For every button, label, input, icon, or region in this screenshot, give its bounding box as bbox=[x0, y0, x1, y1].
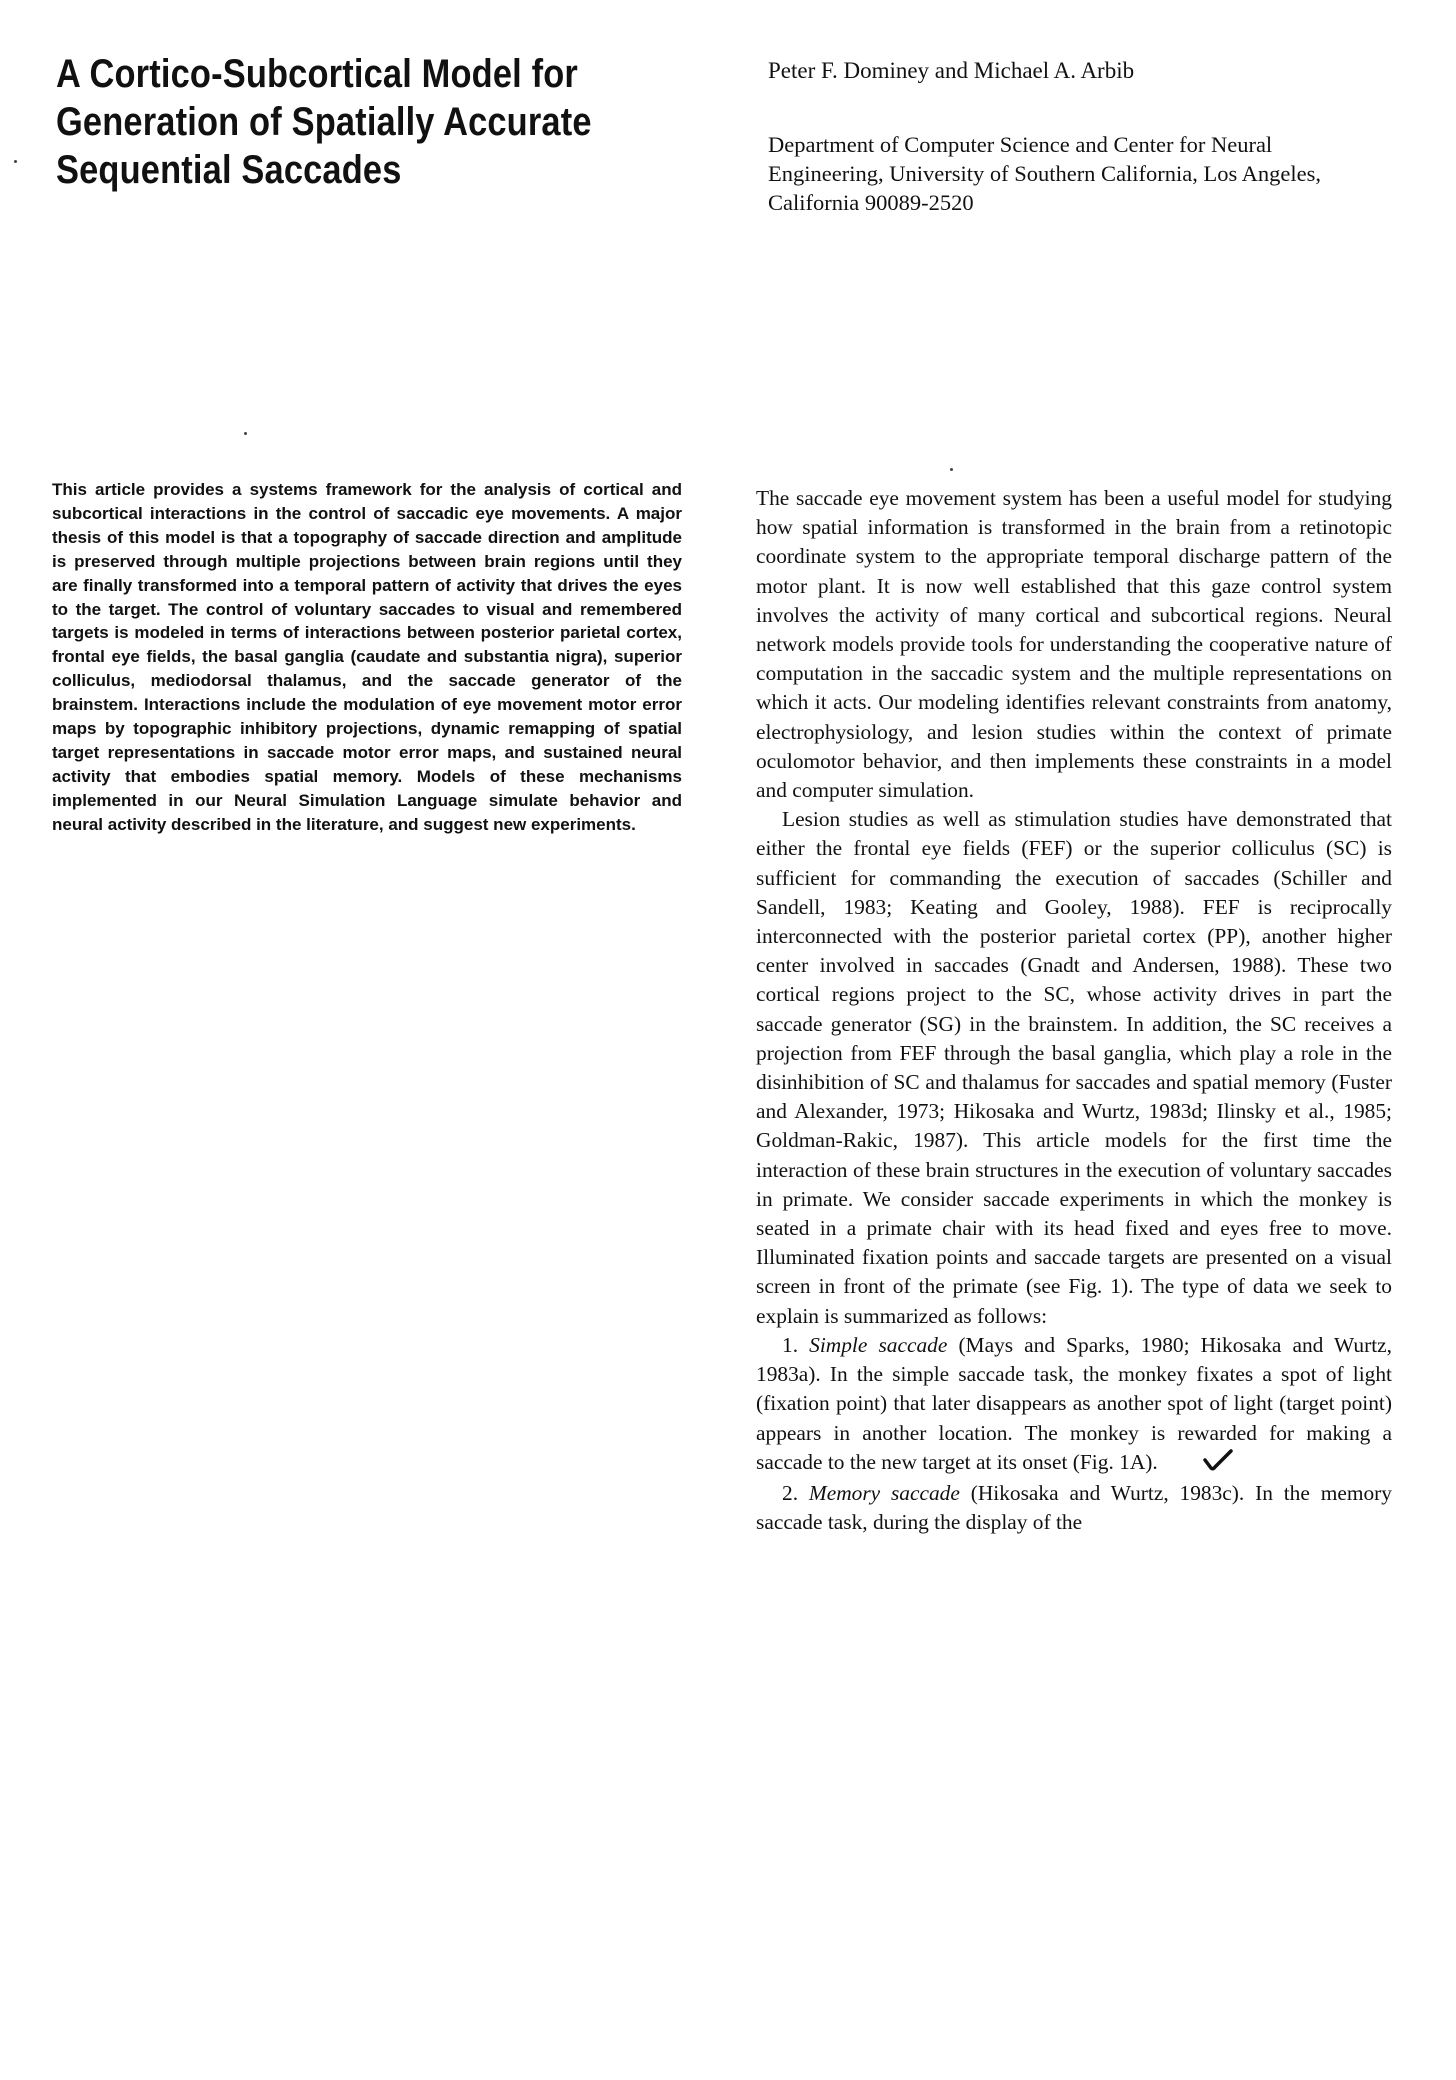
list-item-simple-saccade bbox=[756, 1331, 1392, 1479]
list-number: 1. bbox=[782, 1332, 799, 1357]
affiliation: Department of Computer Science and Center for Neural Engineering, University of Southern California, Los Angeles, California 90089-2520 bbox=[768, 132, 1322, 215]
list-text: (Mays and Sparks, 1980; Hikosaka and Wurtz, 1983a). In the simple saccade task, the monkey fixates a spot of light (fixation point) that later disappears as another spot of light (target point) appears in another location. The monkey is rewarded for making a saccade to the new target at its onset (Fig. 1A). bbox=[756, 1332, 1392, 1474]
scan-speck bbox=[950, 468, 953, 471]
paragraph-intro: The saccade eye movement system has been a useful model for studying how spatial information is transformed in the brain from a retinotopic coordinate system to the appropriate temporal discharge pattern of the motor plant. It is now well established that this gaze control system involves the activity of many cortical and subcortical regions. Neural network models provide tools for understanding the cooperative nature of computation in the saccadic system and the multiple representations on which it acts. Our modeling identifies relevant constraints from anatomy, electrophysiology, and lesion studies within the context of primate oculomotor behavior, and then implements these constraints in a model and computer simulation. bbox=[756, 486, 1392, 803]
scan-speck bbox=[14, 160, 17, 163]
paper-title: A Cortico-Subcortical Model for Generation of Spatially Accurate Sequential Saccades bbox=[56, 52, 592, 192]
body-text bbox=[756, 484, 1392, 1537]
paragraph-lesion-studies: Lesion studies as well as stimulation studies have demonstrated that either the frontal eye fields (FEF) or the superior colliculus (SC) is sufficient for commanding the execution of saccades (Schiller and Sandell, 1983; Keating and Gooley, 1988). FEF is reciprocally interconnected with the posterior parietal cortex (PP), another higher center involved in saccades (Gnadt and Andersen, 1988). These two cortical regions project to the SC, whose activity drives in part the saccade generator (SG) in the brainstem. In addition, the SC receives a projection from FEF through the basal ganglia, which play a role in the disinhibition of SC and thalamus for saccades and spatial memory (Fuster and Alexander, 1973; Hikosaka and Wurtz, 1983d; Ilinsky et al., 1985; Goldman-Rakic, 1987). This article models for the first time the interaction of these brain structures in the execution of voluntary saccades in primate. We consider saccade experiments in which the monkey is seated in a primate chair with its head fixed and eyes free to move. Illuminated fixation points and saccade targets are presented on a visual screen in front of the primate (see Fig. 1). The type of data we seek to explain is summarized as follows: bbox=[756, 807, 1392, 1328]
list-item-memory-saccade bbox=[756, 1479, 1392, 1537]
list-term: Memory saccade bbox=[808, 1480, 960, 1505]
scan-speck bbox=[244, 432, 247, 435]
checkmark-icon bbox=[1177, 1449, 1233, 1479]
list-number: 2. bbox=[782, 1480, 799, 1505]
abstract: This article provides a systems framework for the analysis of cortical and subcortical interactions in the control of saccadic eye movements. A major thesis of this model is that a topography of saccade direction and amplitude is preserved through multiple projections between brain regions until they are finally transformed into a temporal pattern of activity that drives the eyes to the target. The control of voluntary saccades to visual and remembered targets is modeled in terms of interactions between posterior parietal cortex, frontal eye fields, the basal ganglia (caudate and substantia nigra), superior colliculus, mediodorsal thalamus, and the saccade generator of the brainstem. Interactions include the modulation of eye movement motor error maps by topographic inhibitory projections, dynamic remapping of spatial target representations in saccade motor error maps, and sustained neural activity that embodies spatial memory. Models of these mechanisms implemented in our Neural Simulation Language simulate behavior and neural activity described in the literature, and suggest new experiments. bbox=[52, 480, 682, 834]
list-term: Simple saccade bbox=[809, 1332, 948, 1357]
author-line: Peter F. Dominey and Michael A. Arbib bbox=[768, 58, 1135, 83]
list-text: (Hikosaka and Wurtz, 1983c). In the memory saccade task, during the display of the bbox=[756, 1480, 1392, 1535]
